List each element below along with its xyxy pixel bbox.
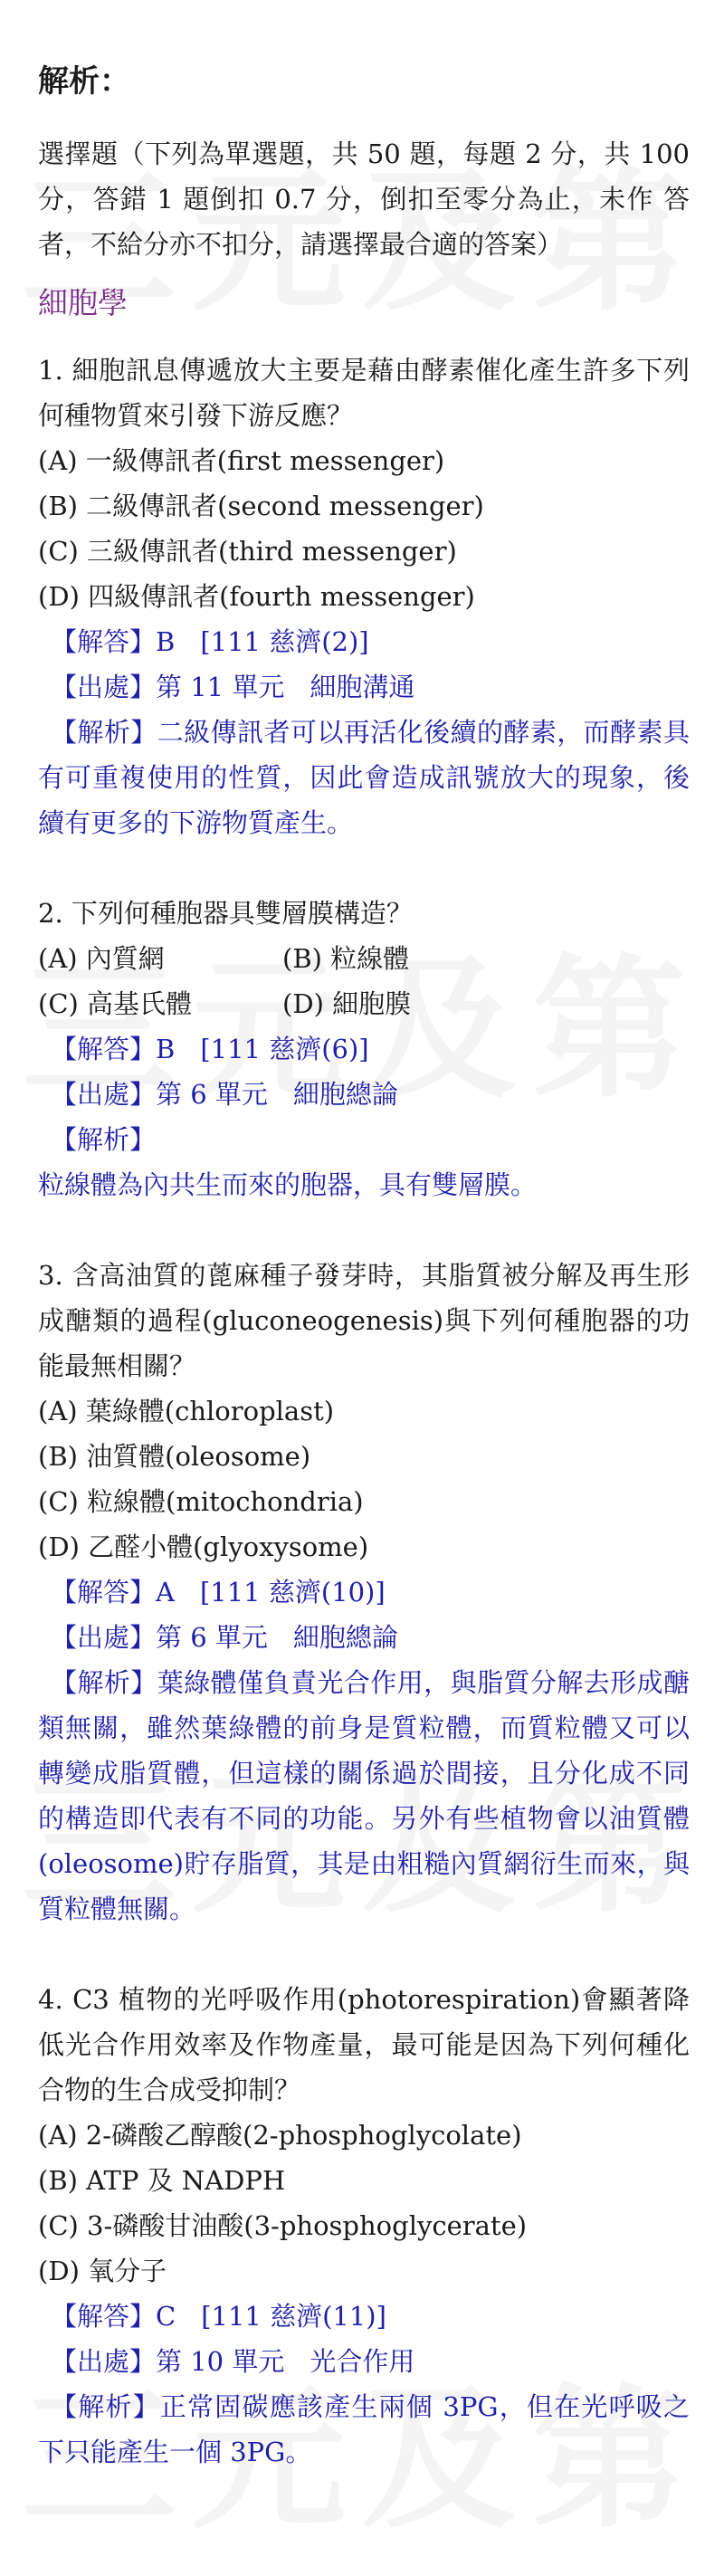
option-b: (B) 油質體(oleosome): [38, 1441, 311, 1472]
option-a: (A) 葉綠體(chloroplast): [38, 1396, 335, 1426]
source-topic: 細胞溝通: [310, 672, 415, 702]
answer-reference: [111 慈濟(2)]: [200, 626, 369, 657]
option-c: (C) 粒線體(mitochondria): [38, 1486, 364, 1517]
option-c: (C) 高基氏體: [38, 988, 193, 1019]
option-b: (B) 二級傳訊者(second messenger): [38, 491, 484, 521]
question-1: [38, 348, 690, 845]
explanation: [38, 2384, 690, 2475]
answer-label: 【解答】B: [51, 626, 176, 657]
answer-reference: [111 慈濟(11)]: [201, 2301, 386, 2332]
question-4: [38, 1977, 690, 2475]
explanation-text: 【解析】二級傳訊者可以再活化後續的酵素，而酵素具有可重複使用的性質，因此會造成訊號放大的現象，後續有更多的下游物質產生。: [38, 717, 690, 838]
option-d: (D) 四級傳訊者(fourth messenger): [38, 581, 475, 612]
answer-label: 【解答】A: [51, 1577, 175, 1608]
option-row: [38, 981, 690, 1026]
explanation-text: 【解析】葉綠體僅負責光合作用，與脂質分解去形成醣類無關，雖然葉綠體的前身是質粒體，而質粒體又可以轉變成脂質體，但這樣的關係過於間接，且分化成不同的構造即代表有不同的功能。另外有些植物會以油質體(oleosome)貯存脂質，其是由粗糙內質網衍生而來，與質粒體無關。: [38, 1667, 690, 1924]
option-row: [38, 936, 690, 981]
question-stem: 4. C3 植物的光呼吸作用(photorespiration)會顯著降低光合作用效率及作物產量，最可能是因為下列何種化合物的生合成受抑制？: [38, 1984, 690, 2105]
source-line: [38, 2339, 690, 2384]
source-line: [38, 1072, 690, 1117]
option-a: (A) 一級傳訊者(first messenger): [38, 445, 445, 476]
explanation: [38, 1660, 690, 1932]
answer-label: 【解答】C: [51, 2301, 176, 2332]
answer-reference: [111 慈濟(10)]: [199, 1577, 386, 1608]
answer-line: [38, 2294, 690, 2339]
question-stem: 3. 含高油質的蓖麻種子發芽時，其脂質被分解及再生形成醣類的過程(gluconeogenesis)與下列何種胞器的功能最無相關？: [38, 1260, 690, 1381]
source-label: 【出處】第 10 單元: [51, 2346, 285, 2377]
source-label: 【出處】第 11 單元: [51, 672, 285, 702]
option-d: (D) 氧分子: [38, 2256, 167, 2286]
question-stem: 2. 下列何種胞器具雙層膜構造？: [38, 898, 413, 929]
option-a: (A) 2-磷酸乙醇酸(2-phosphoglycolate): [38, 2120, 522, 2151]
answer-label: 【解答】B: [51, 1034, 176, 1064]
source-topic: 光合作用: [310, 2346, 415, 2377]
source-line: [38, 664, 690, 710]
answer-line: [38, 1026, 690, 1072]
explanation-label: 【解析】: [51, 1124, 157, 1155]
source-label: 【出處】第 6 單元: [51, 1079, 268, 1110]
explanation: [38, 710, 690, 845]
explanation-text: 【解析】正常固碳應該產生兩個 3PG，但在光呼吸之下只能產生一個 3PG。: [38, 2391, 690, 2467]
section-title: 細胞學: [38, 285, 128, 320]
option-c: (C) 3-磷酸甘油酸(3-phosphoglycerate): [38, 2210, 528, 2241]
exam-instructions: 選擇題（下列為單選題，共 50 題，每題 2 分，共 100 分，答錯 1 題倒扣 0.7 分，倒扣至零分為止，未作 答者，不給分亦不扣分，請選擇最合適的答案）: [38, 138, 690, 260]
source-topic: 細胞總論: [292, 1622, 398, 1653]
answer-reference: [111 慈濟(6)]: [200, 1034, 369, 1064]
option-c: (C) 三級傳訊者(third messenger): [38, 536, 457, 567]
question-2: [38, 891, 690, 1207]
option-b: (B) ATP 及 NADPH: [38, 2165, 286, 2196]
answer-line: [38, 619, 690, 664]
explanation-text: 粒線體為內共生而來的胞器，具有雙層膜。: [38, 1169, 538, 1200]
option-b: (B) 粒線體: [282, 943, 410, 974]
source-label: 【出處】第 6 單元: [51, 1622, 268, 1653]
answer-line: [38, 1569, 690, 1615]
option-d: (D) 乙醛小體(glyoxysome): [38, 1531, 369, 1562]
source-line: [38, 1615, 690, 1660]
question-3: [38, 1253, 690, 1932]
page-heading: 解析：: [38, 63, 130, 100]
option-d: (D) 細胞膜: [282, 988, 412, 1019]
source-topic: 細胞總論: [292, 1079, 398, 1110]
question-stem: 1. 細胞訊息傳遞放大主要是藉由酵素催化產生許多下列何種物質來引發下游反應？: [38, 355, 690, 431]
option-a: (A) 內質網: [38, 943, 165, 974]
